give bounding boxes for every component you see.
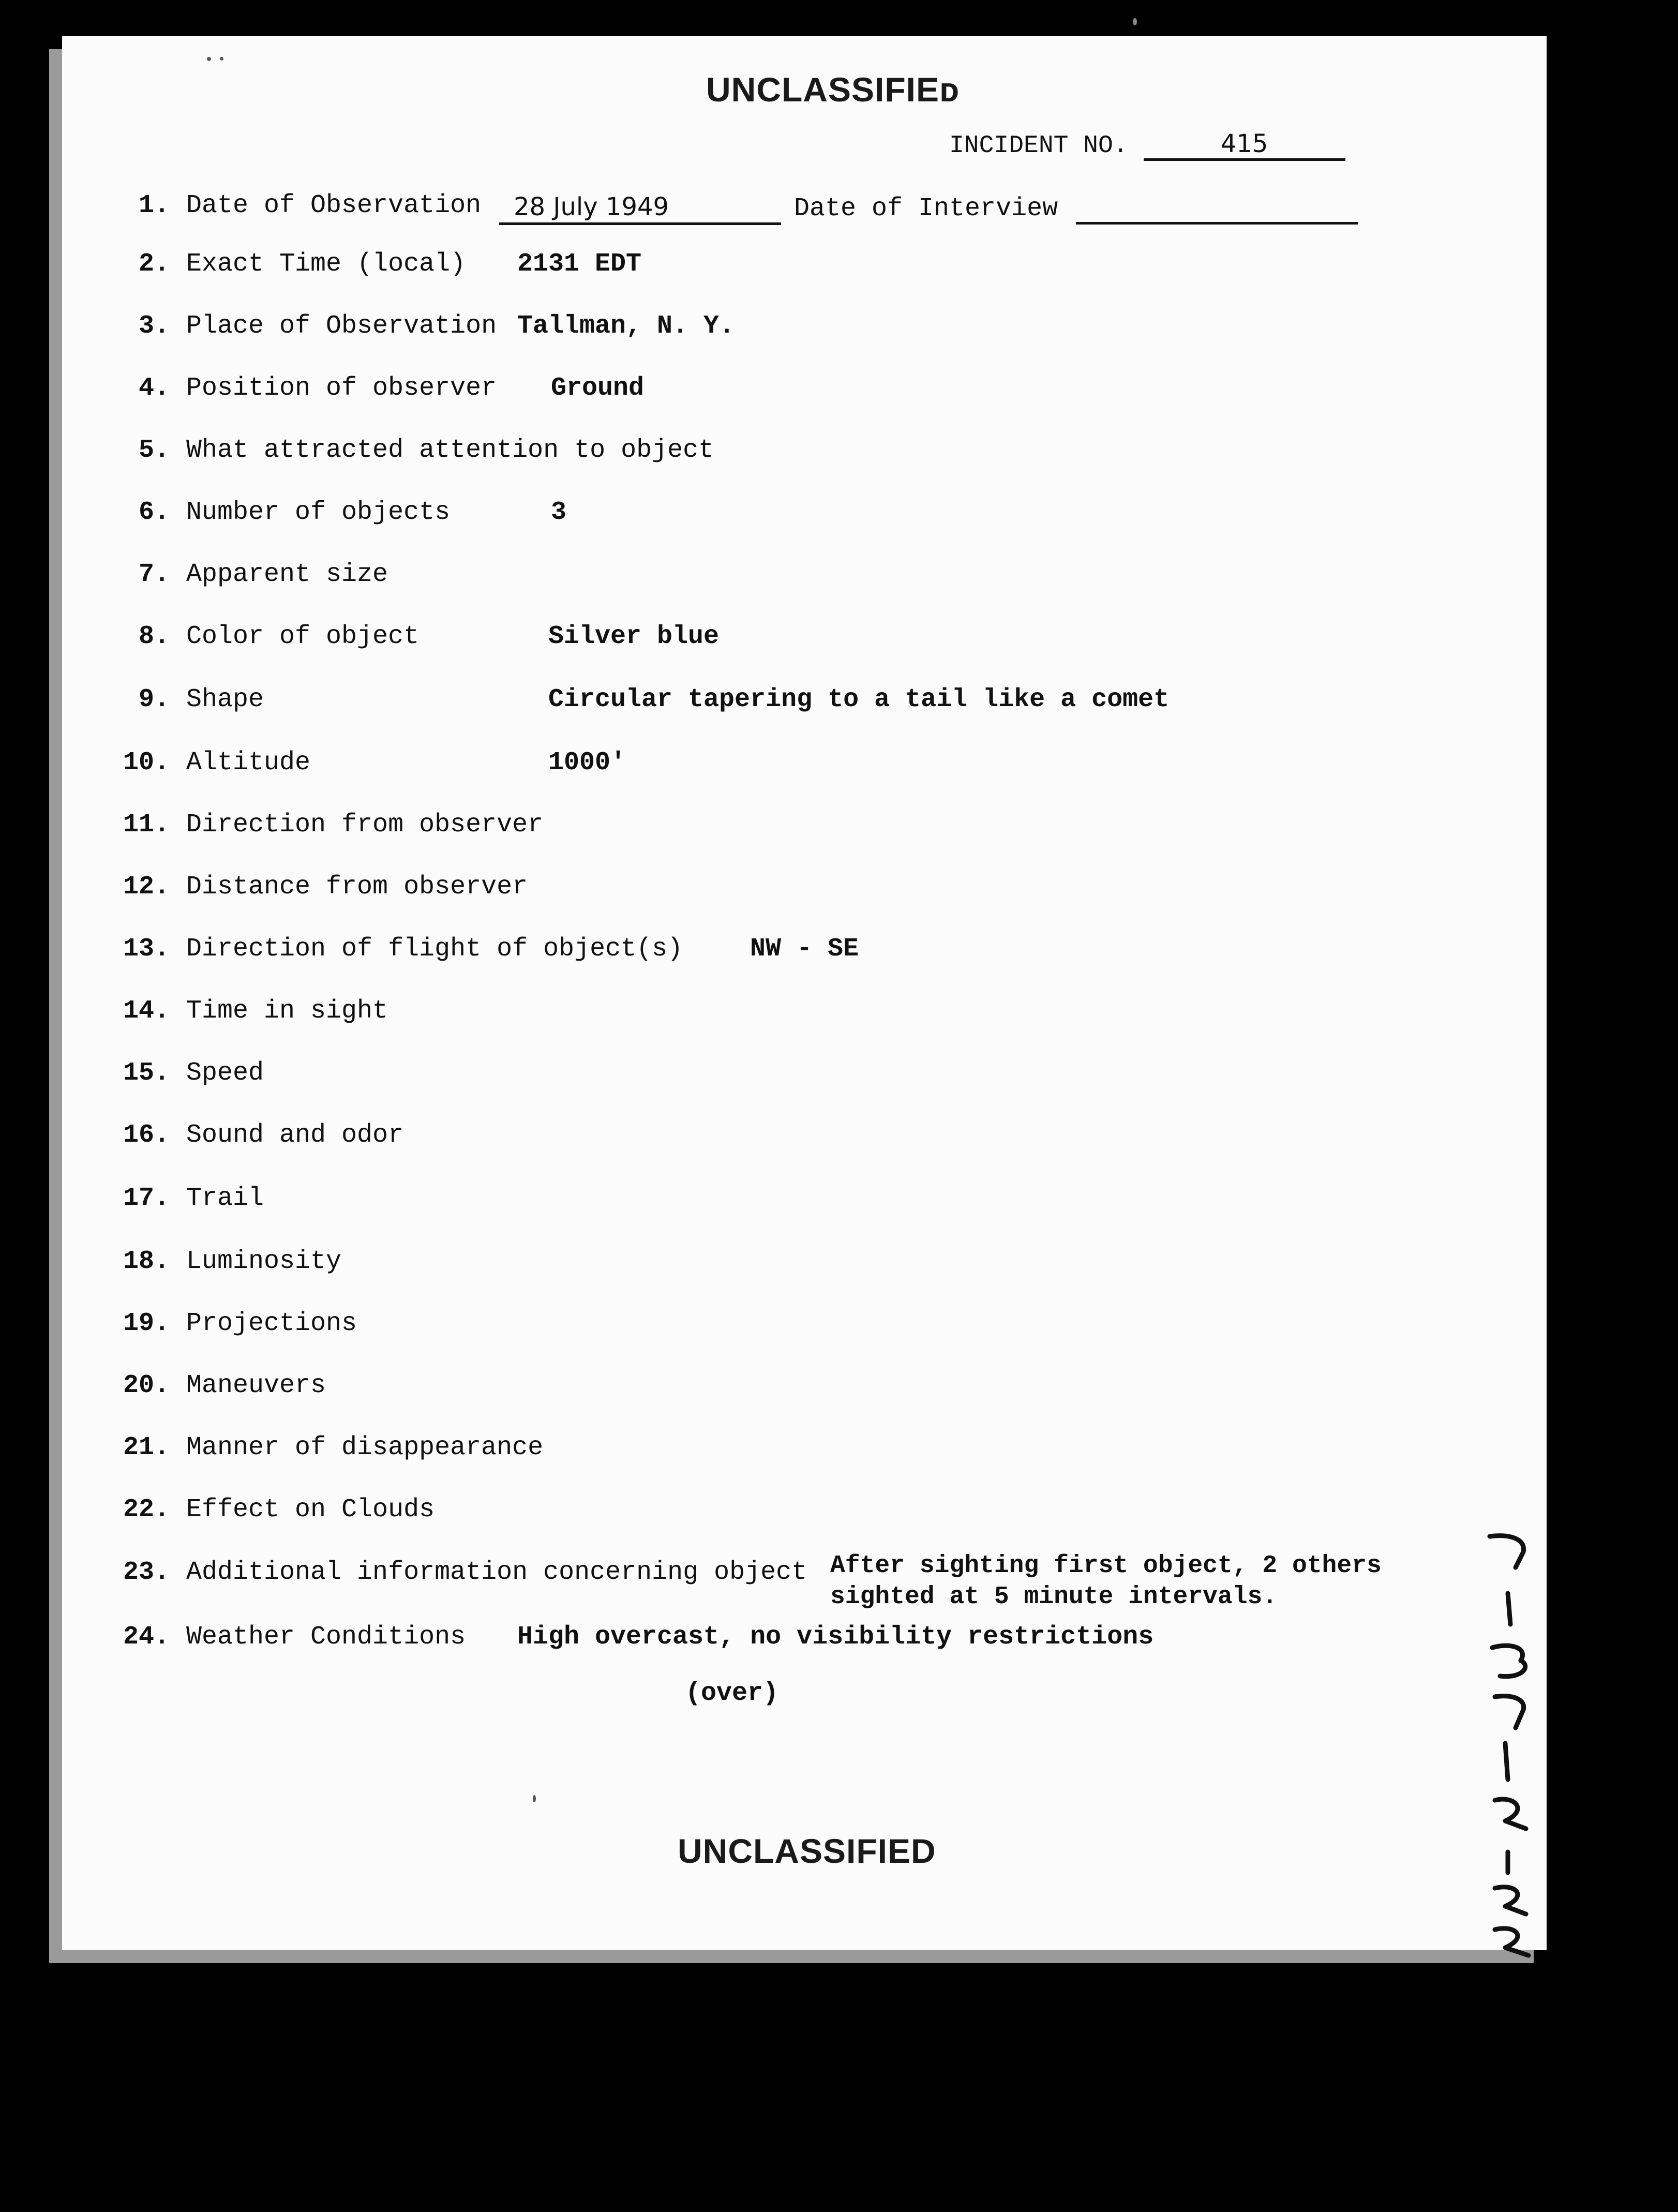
incident-number-field <box>949 129 1345 161</box>
form-row-direction-of-flight <box>109 931 859 967</box>
dust-speck <box>207 57 211 61</box>
item-label: Luminosity <box>186 1247 342 1276</box>
handwritten-file-number <box>1479 1531 1552 1961</box>
item-label: Number of objects <box>186 498 451 527</box>
item-number: 11. <box>123 810 170 840</box>
form-row-apparent-size <box>109 557 388 593</box>
item-label: What attracted attention to object <box>186 436 714 465</box>
form-row-time-in-sight <box>109 993 388 1029</box>
direction-of-flight-value: NW - SE <box>750 934 859 964</box>
item-number: 24. <box>123 1622 170 1652</box>
dust-speck <box>1133 18 1137 25</box>
item-number: 14. <box>123 996 170 1026</box>
classification-stamp-top: UNCLASSIFIEᴅ <box>706 70 960 109</box>
item-number: 17. <box>123 1184 170 1213</box>
item-label: Projections <box>186 1309 357 1338</box>
item-label: Additional information concerning object <box>186 1558 807 1587</box>
item-label: Apparent size <box>186 560 388 589</box>
form-row-sound-and-odor <box>109 1117 403 1154</box>
item-number: 10. <box>123 748 170 778</box>
item-label: Distance from observer <box>186 872 528 902</box>
item-number: 15. <box>123 1058 170 1088</box>
form-row-distance-from-observer <box>109 869 528 905</box>
dust-speck <box>220 57 223 61</box>
item-number: 8. <box>138 622 170 651</box>
form-row-maneuvers <box>109 1368 326 1404</box>
dust-speck <box>533 1795 536 1802</box>
number-of-objects-value: 3 <box>551 498 567 527</box>
item-label: Effect on Clouds <box>186 1495 435 1525</box>
item-number: 22. <box>123 1495 170 1525</box>
item-label: Shape <box>186 685 264 714</box>
item-number: 4. <box>138 373 170 403</box>
item-number: 9. <box>138 685 170 714</box>
item-label: Position of observer <box>186 373 497 403</box>
item-number: 1. <box>138 191 170 220</box>
item-number: 3. <box>138 311 170 341</box>
item-number: 21. <box>123 1433 170 1462</box>
additional-info-line-2: sighted at 5 minute intervals. <box>830 1583 1278 1611</box>
form-row-manner-of-disappearance <box>109 1430 543 1466</box>
classification-stamp-bottom: UNCLASSIFIED <box>678 1832 936 1870</box>
form-row-luminosity <box>109 1244 341 1280</box>
form-row-position-of-observer <box>109 370 645 407</box>
place-value: Tallman, N. Y. <box>517 311 735 341</box>
incident-label: INCIDENT NO. <box>949 132 1128 160</box>
item-label: Weather Conditions <box>186 1622 466 1652</box>
form-row-exact-time <box>109 246 642 282</box>
form-row-projections <box>109 1306 357 1342</box>
item-number: 12. <box>123 872 170 902</box>
form-row-direction-from-observer <box>109 807 543 843</box>
form-row-effect-on-clouds <box>109 1492 435 1528</box>
item-number: 20. <box>123 1371 170 1400</box>
item-label: Manner of disappearance <box>186 1433 544 1462</box>
item-label: Sound and odor <box>186 1120 404 1150</box>
item-number: 19. <box>123 1309 170 1338</box>
item-number: 23. <box>123 1558 170 1587</box>
item-label: Direction of flight of object(s) <box>186 934 683 964</box>
form-row-altitude <box>109 745 626 781</box>
item-label: Maneuvers <box>186 1371 326 1400</box>
item-label: Exact Time (local) <box>186 249 466 279</box>
position-value: Ground <box>551 373 645 403</box>
item-label: Trail <box>186 1184 264 1213</box>
date-of-interview-value <box>1076 191 1358 225</box>
date-of-interview-label: Date of Interview <box>794 194 1058 223</box>
incident-number: 415 <box>1144 129 1345 161</box>
color-value: Silver blue <box>548 622 720 651</box>
item-label: Place of Observation <box>186 311 497 341</box>
form-row-weather-conditions <box>109 1619 1154 1655</box>
shape-value: Circular tapering to a tail like a comet <box>548 685 1170 714</box>
item-number: 16. <box>123 1120 170 1150</box>
item-label: Speed <box>186 1058 264 1088</box>
item-label: Direction from observer <box>186 810 544 840</box>
item-number: 7. <box>138 560 170 589</box>
form-row-speed <box>109 1055 264 1092</box>
item-number: 6. <box>138 498 170 527</box>
over-note: (over) <box>685 1679 779 1708</box>
item-label: Altitude <box>186 748 311 778</box>
form-row-additional-information <box>109 1552 1382 1611</box>
form-row-what-attracted-attention <box>109 432 714 469</box>
item-number: 5. <box>138 436 170 465</box>
exact-time-value: 2131 EDT <box>517 249 642 279</box>
form-row-place-of-observation <box>109 308 735 345</box>
item-number: 13. <box>123 934 170 964</box>
form-row-trail <box>109 1180 264 1217</box>
form-row-color-of-object <box>109 619 720 655</box>
item-label: Color of object <box>186 622 420 651</box>
additional-info-line-1: After sighting first object, 2 others <box>830 1552 1382 1580</box>
form-row-shape <box>109 682 1170 718</box>
item-number: 18. <box>123 1247 170 1276</box>
weather-value: High overcast, no visibility restrictions <box>517 1622 1154 1652</box>
form-row-number-of-objects <box>109 495 567 531</box>
item-label: Date of Observation <box>186 191 482 220</box>
date-of-observation-value: 28 July 1949 <box>499 191 781 225</box>
form-row-date-of-observation <box>109 188 1058 224</box>
item-number: 2. <box>138 249 170 279</box>
altitude-value: 1000' <box>548 748 626 778</box>
item-label: Time in sight <box>186 996 388 1026</box>
